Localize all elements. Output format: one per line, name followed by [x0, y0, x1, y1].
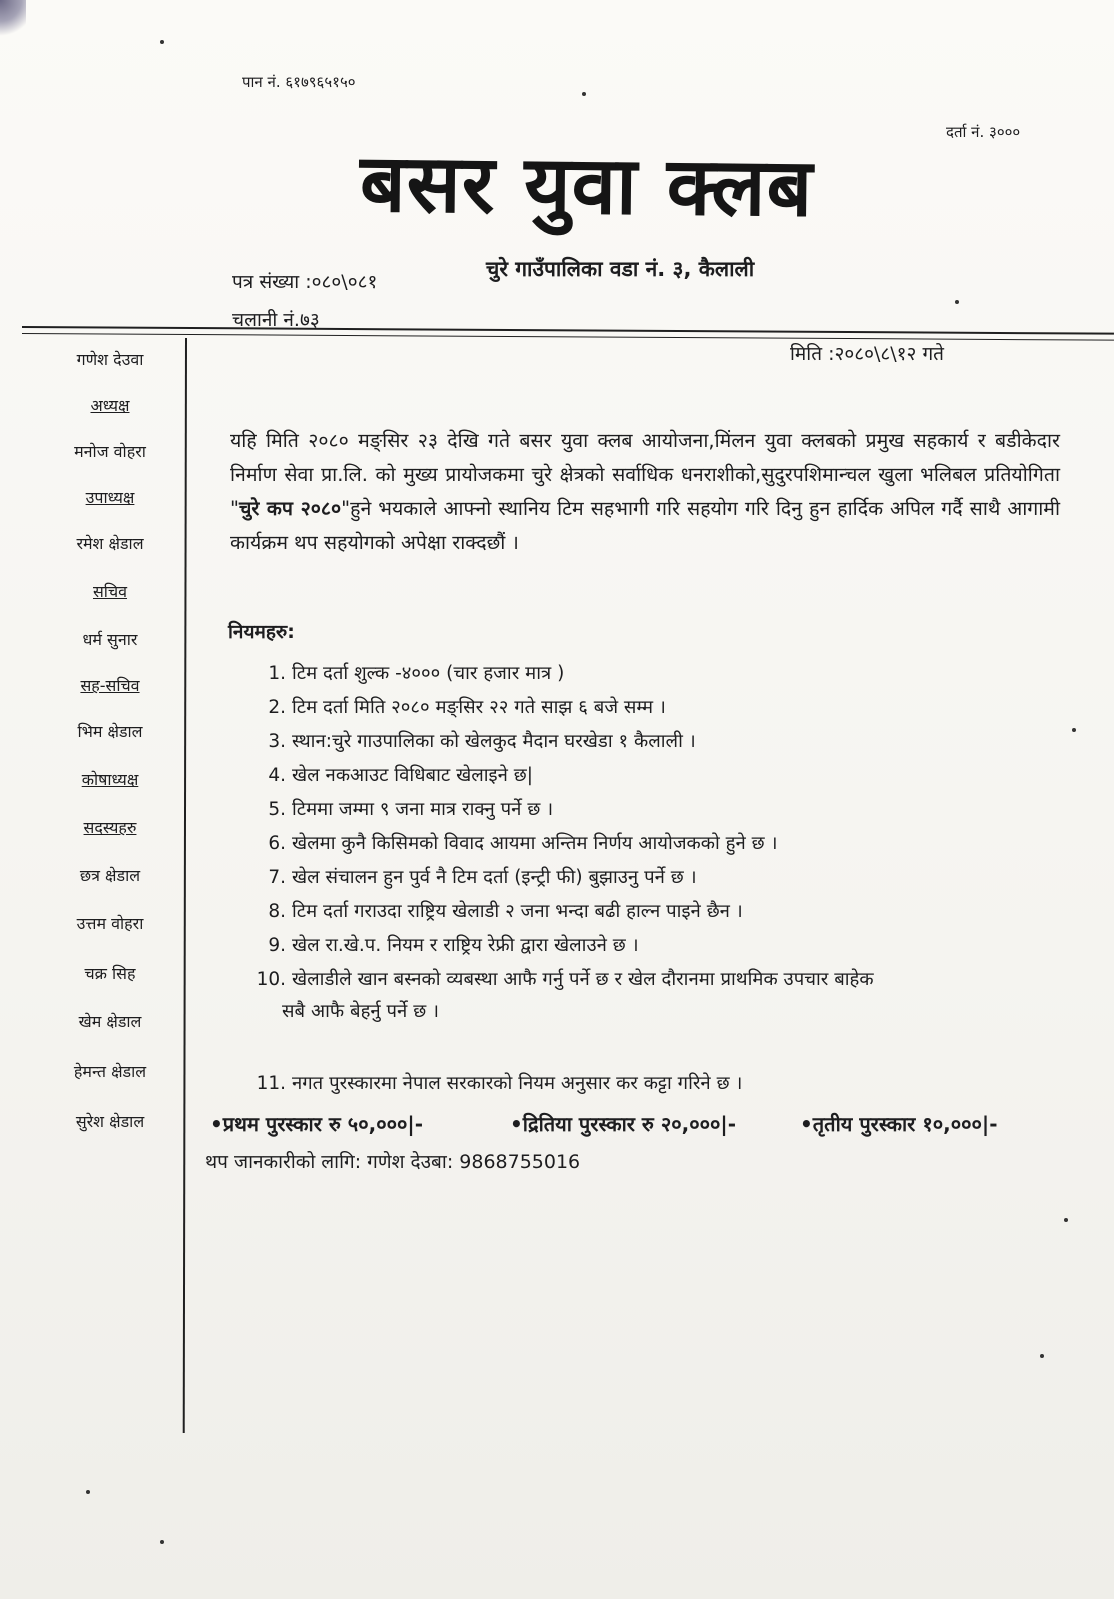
paragraph-end: "हुने भयकाले आफ्नो स्थानिय टिम सहभागी गरि सहयोग गरि दिनु हुन हार्दिक अपिल गर्दै साथै आगामी कार्यक्रम थप सहयोगको अपेक्षा राक्दछौं । [230, 497, 1060, 554]
rule-number: 1. [268, 663, 286, 684]
rule-number: 9. [268, 935, 286, 956]
list-item [248, 692, 1068, 724]
list-item [248, 794, 1068, 826]
cup-name: चुरे कप २०८० [238, 497, 342, 520]
member-name: रमेश क्षेडाल [76, 534, 144, 553]
rule-number: 7. [268, 867, 286, 888]
rule-number: 5. [268, 799, 286, 820]
list-item [248, 862, 1068, 894]
scan-shadow [0, 0, 26, 40]
member-name: हेमन्त क्षेडाल [73, 1062, 147, 1081]
rule-text: टिम दर्ता गराउदा राष्ट्रिय खेलाडी २ जना भन्दा बढी हाल्न पाइने छैन । [292, 901, 743, 922]
member-role: उपाध्यक्ष [85, 488, 135, 507]
scan-speck [1064, 1218, 1068, 1222]
scan-speck [955, 300, 959, 304]
member-name: चक्र सिह [84, 964, 136, 983]
second-prize: •द्रितिया पुरस्कार रु २०,०००|- [510, 1112, 737, 1136]
list-item [248, 658, 1068, 690]
list-item [248, 1068, 1068, 1100]
list-item [248, 930, 1068, 962]
member-name: सुरेश क्षेडाल [75, 1112, 145, 1131]
member-name: खेम क्षेडाल [78, 1012, 142, 1031]
member-name: धर्म सुनार [82, 630, 138, 649]
list-item [248, 726, 1068, 758]
dispatch-number: चलानी नं.७३ [232, 309, 320, 331]
rule-text: टिममा जम्मा ९ जना मात्र राक्नु पर्ने छ । [292, 799, 554, 820]
scan-speck [1072, 728, 1076, 732]
member-name: छत्र क्षेडाल [79, 866, 141, 885]
member-name: उत्तम वोहरा [76, 914, 144, 933]
member-name: गणेश देउवा [76, 350, 144, 369]
rule-text: नगत पुरस्कारमा नेपाल सरकारको नियम अनुसार कर कट्टा गरिने छ । [292, 1073, 743, 1094]
letter-date: मिति :२०८०\८\१२ गते [790, 343, 945, 365]
list-item [248, 760, 1068, 792]
rule-text: खेल नकआउट विधिबाट खेलाइने छ| [292, 765, 533, 786]
first-prize: •प्रथम पुरस्कार रु ५०,०००|- [210, 1112, 423, 1136]
invitation-paragraph [230, 424, 1060, 560]
rule-number: 8. [268, 901, 286, 922]
member-name: मनोज वोहरा [74, 442, 146, 461]
member-role: सह-सचिव [80, 676, 140, 695]
paragraph-start: यहि मिति २०८० मङ्सिर २३ देखि गते बसर युवा क्लब आयोजना,मिंलन युवा क्लबको प्रमुख सहकार्य र बडीकेदार निर्माण सेवा प्रा.लि. को मुख्य प्रायोजकमा चुरे क्षेत्रको सर्वाधिक धनराशीको,सुदुरपशिमान्चल खुला भलिबल प्रतियोगिता " [230, 429, 1060, 520]
scan-speck [582, 92, 586, 96]
list-item [248, 828, 1068, 860]
third-prize: •तृतीय पुरस्कार १०,०००|- [800, 1112, 998, 1136]
pan-number: पान नं. ६१७९६५१५० [242, 73, 356, 91]
rule-number: 3. [268, 731, 286, 752]
rule-number: 2. [268, 697, 286, 718]
rule-text: खेलमा कुनै किसिमको विवाद आयमा अन्तिम निर्णय आयोजकको हुने छ । [292, 833, 778, 854]
member-role: कोषाध्यक्ष [81, 770, 139, 789]
rule-text: टिम दर्ता मिति २०८० मङ्सिर २२ गते साझ ६ बजे सम्म । [292, 697, 666, 718]
rules-heading: नियमहरु: [228, 621, 295, 643]
club-name-heading: बसर युवा क्लब [359, 136, 814, 235]
rule-text: खेल संचालन हुन पुर्व नै टिम दर्ता (इन्ट्री फी) बुझाउनु पर्ने छ । [292, 867, 697, 888]
scan-speck [86, 1490, 90, 1494]
scan-speck [1040, 1354, 1044, 1358]
rule-text: टिम दर्ता शुल्क -४००० (चार हजार मात्र ) [292, 663, 565, 684]
rule-text: खेल रा.खे.प. नियम र राष्ट्रिय रेफ्री द्वारा खेलाउने छ । [292, 935, 639, 956]
rule-number: 4. [268, 765, 286, 786]
rule-text: खेलाडीले खान बस्नको व्यबस्था आफै गर्नु पर्ने छ र खेल दौरानमा प्राथमिक उपचार बाहेक [292, 969, 874, 990]
club-address: चुरे गाउँपालिका वडा नं. ३, कैलाली [486, 257, 755, 281]
rule-number: 6. [268, 833, 286, 854]
scan-speck [160, 1540, 164, 1544]
rule-text-continued: सबै आफै बेहर्नु पर्ने छ । [282, 1001, 440, 1022]
member-role: सदस्यहरु [83, 818, 137, 837]
registration-number: दर्ता नं. ३००० [946, 123, 1021, 141]
scan-speck [160, 40, 164, 44]
member-name: भिम क्षेडाल [77, 722, 143, 741]
member-role: अध्यक्ष [90, 396, 130, 415]
contact-info: थप जानकारीको लागि: गणेश देउबा: 9868755016 [205, 1151, 581, 1173]
list-item [248, 964, 1068, 1028]
list-item [248, 896, 1068, 928]
sidebar-divider [183, 338, 187, 1433]
rule-number: 10. [256, 969, 286, 990]
rule-number: 11. [256, 1073, 286, 1094]
letter-number: पत्र संख्या :०८०\०८१ [232, 271, 378, 293]
rule-text: स्थान:चुरे गाउपालिका को खेलकुद मैदान घरखेडा १ कैलाली । [292, 731, 696, 752]
member-role: सचिव [92, 582, 128, 601]
